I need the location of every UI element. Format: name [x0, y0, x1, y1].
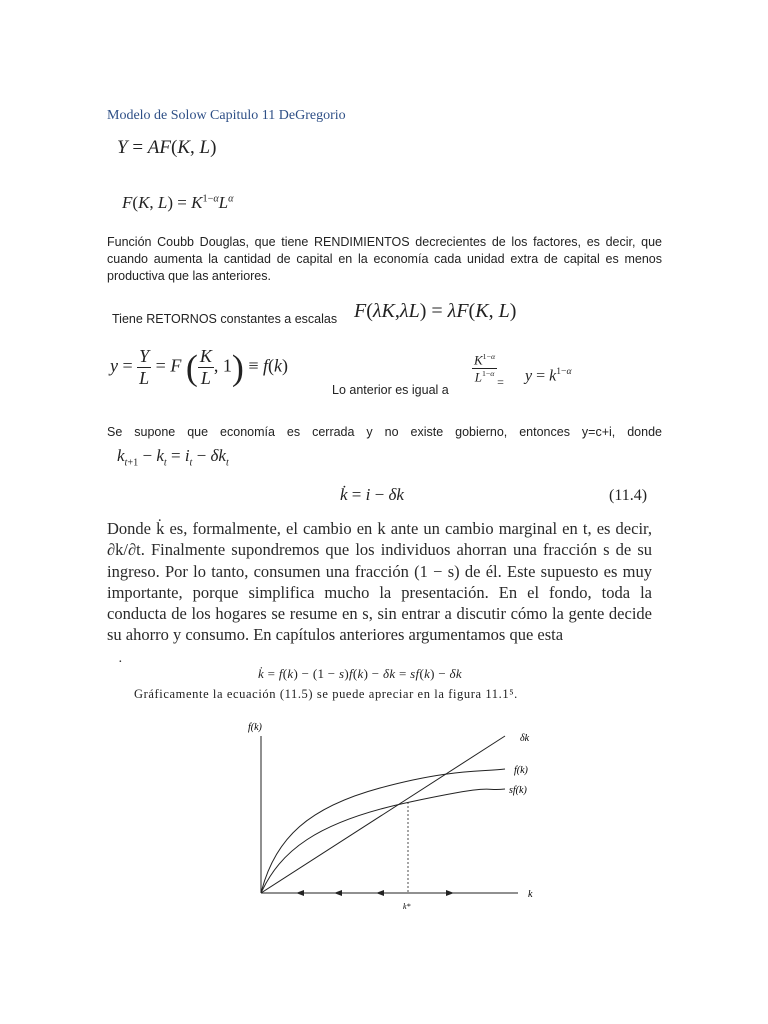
solow-diagram — [230, 712, 550, 922]
kdot-equation: k̇ = i − δk — [340, 485, 404, 504]
closed-economy-paragraph: Se supone que economía es cerrada y no existe gobierno, entonces y=c+i, donde — [107, 425, 662, 439]
equation-number: (11.4) — [609, 487, 648, 504]
x-axis-label: k — [528, 889, 533, 900]
y-axis-label: f(k) — [248, 722, 262, 733]
f-k-label: f(k) — [514, 765, 528, 776]
sf-k-label: sf(k) — [509, 785, 527, 796]
sf-k-curve — [261, 789, 505, 893]
lo-anterior-text: Lo anterior es igual a — [332, 383, 449, 397]
production-equation: Y = AF(K, L) — [117, 137, 217, 158]
steady-state-label: k* — [403, 902, 411, 911]
capital-accumulation-equation: $k_{t+1} - k_t = i_t - \delta k_t$ — [117, 446, 229, 469]
arrow-left-1 — [446, 890, 454, 896]
arrow-right-2 — [334, 890, 342, 896]
delta-k-label: δk — [520, 733, 530, 744]
bullet-dot: · — [118, 655, 123, 670]
capital-labor-ratio: $\frac{K^{1-\alpha}}{L^{1-\alpha}}$ = — [474, 352, 504, 389]
constant-returns-text: Tiene RETORNOS constantes a escalas — [112, 312, 338, 326]
constant-returns-equation: F(λK,λL) = λF(K, L) — [354, 300, 517, 322]
document-title: Modelo de Solow Capitulo 11 DeGregorio — [107, 108, 346, 123]
arrow-right-1 — [296, 890, 304, 896]
solow-equation: k̇ = f(k) − (1 − s)f(k) − δk = sf(k) − δk — [258, 666, 462, 681]
f-k-curve — [261, 769, 505, 893]
cobb-douglas-equation: F(K, $L) = K^{1-\alpha}L^\alpha$ — [122, 193, 234, 212]
arrow-right-3 — [376, 890, 384, 896]
figure-caption: Gráficamente la ecuación (11.5) se puede apreciar en la figura 11.1⁵. — [134, 687, 518, 701]
per-capita-equation: y = $\frac{Y}{L}$ = F ( $\frac{K}{L}$ , 1) ≡ f(k) — [110, 346, 289, 388]
scanned-paragraph: Donde k̇ es, formalmente, el cambio en k ante un cambio marginal en t, es decir, ∂k/∂t. Finalmente supondremos que los individuos ahorran una fracción s de su ingreso. Por lo tanto, consumen una fracción (1 − s) de él. Este supuesto es muy importante, porque simplifica mucho la presentación. En el fondo, toda la conducta de los hogares se resume en s, sin entrar a discutir cómo la gente decide su ahorro y consumo. En capítulos anteriores argumentamos que esta — [107, 519, 652, 645]
cobb-douglas-paragraph: Función Coubb Douglas, que tiene RENDIMIENTOS decrecientes de los factores, es decir, que cuando aumenta la cantidad de capital en la economía cada unidad extra de capital es menos productiva que las anteriores. — [107, 235, 662, 283]
depreciation-line — [261, 736, 505, 893]
per-capita-power-equation: $y = k^{1-\alpha}$ — [525, 366, 572, 385]
